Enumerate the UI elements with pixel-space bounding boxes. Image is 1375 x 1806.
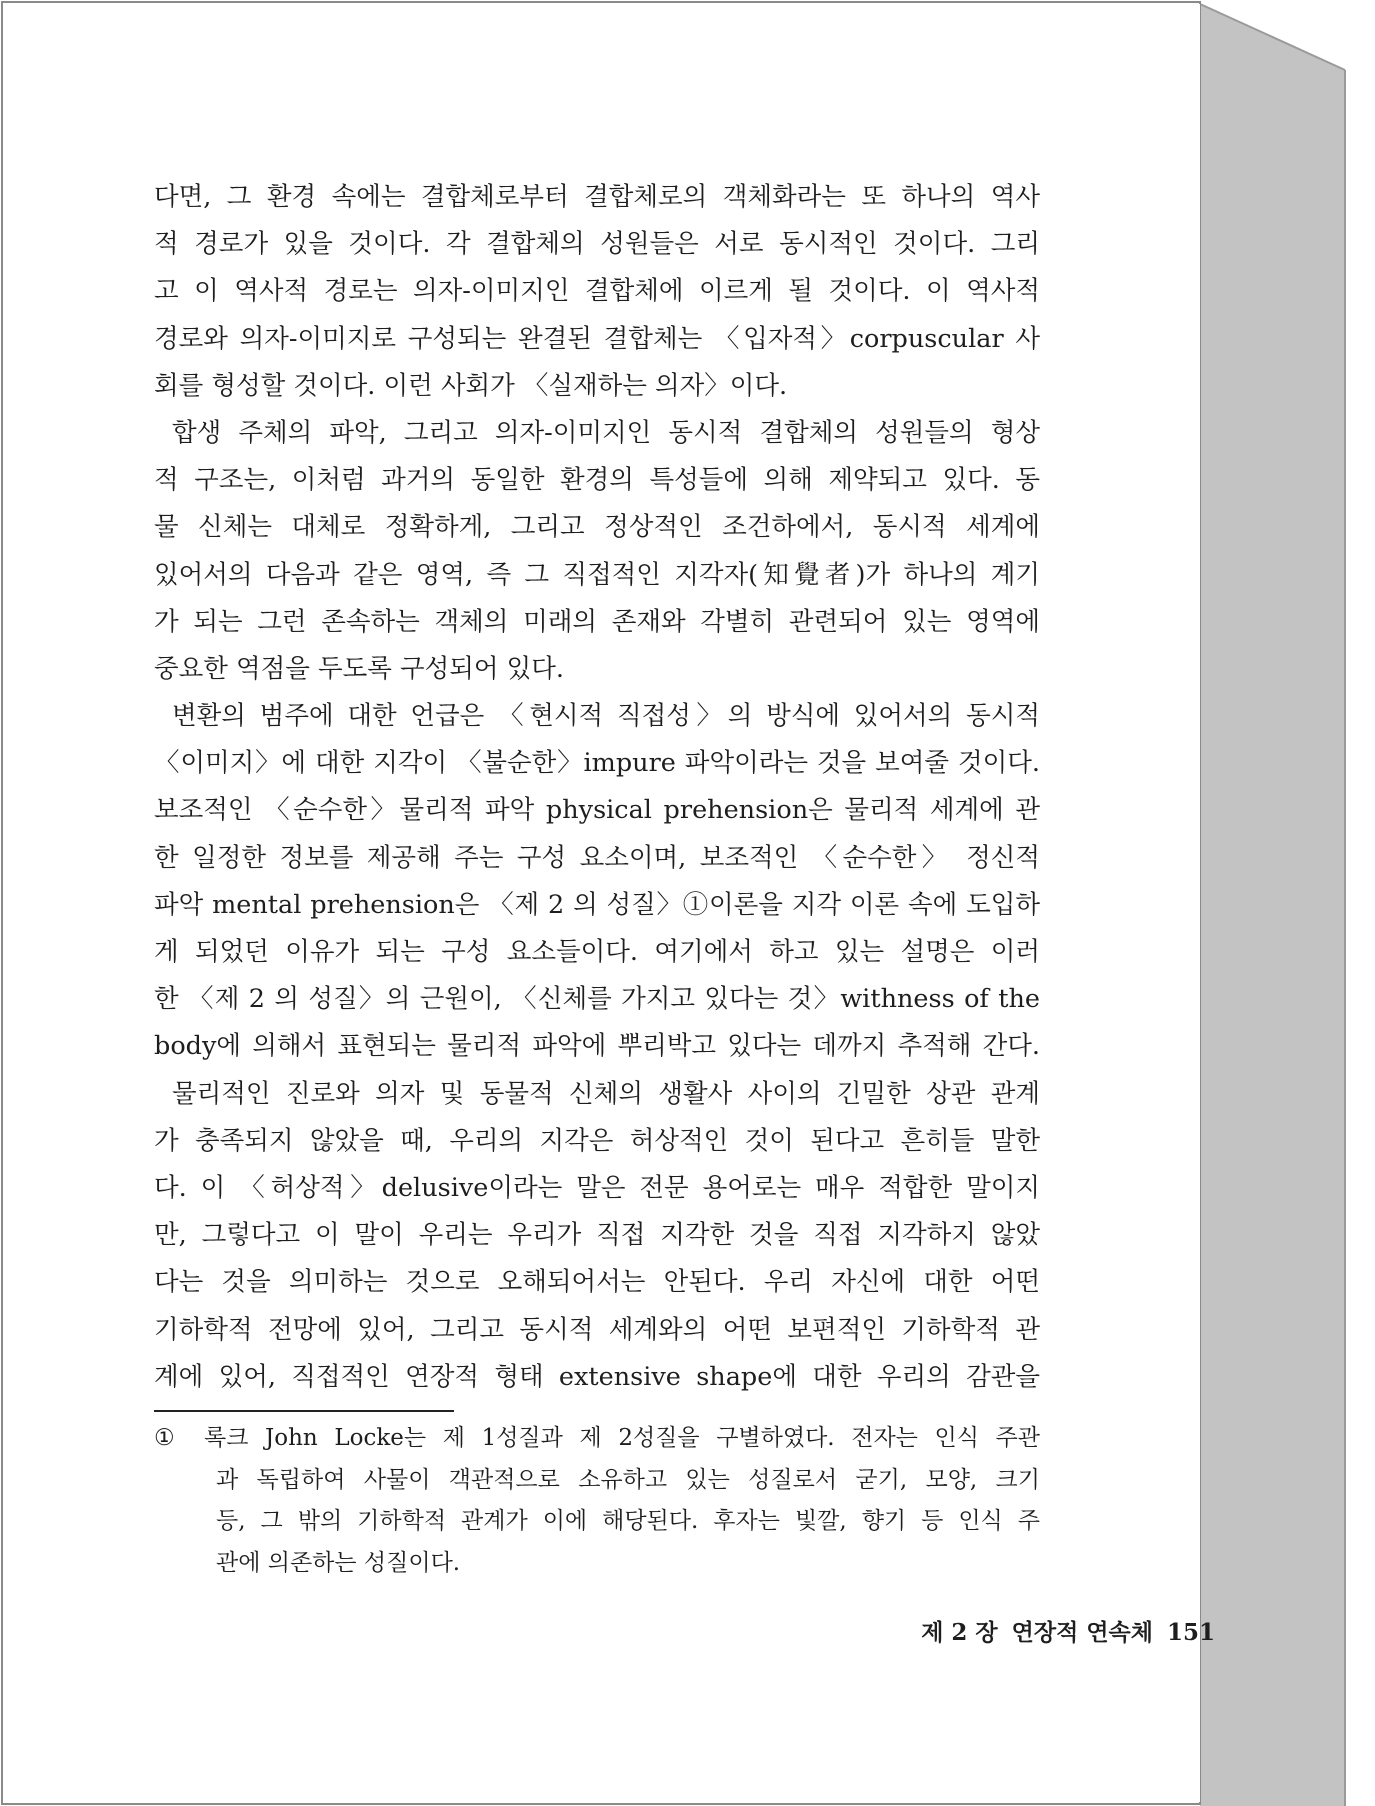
footnote-line: 등, 그 밖의 기하학적 관계가 이에 해당된다. 후자는 빛깔, 향기 등 인식 주	[216, 1508, 1040, 1534]
body-line: 보조적인 〈순수한〉물리적 파악 physical prehension은 물리적 세계에 관	[154, 795, 1040, 826]
body-line: 게 되었던 이유가 되는 구성 요소들이다. 여기에서 하고 있는 설명은 이러	[154, 937, 1040, 967]
footnote-line: 록크 John Locke는 제 1성질과 제 2성질을 구별하였다. 전자는 인식 주관	[204, 1425, 1040, 1451]
footnote-marker: ①	[154, 1425, 175, 1451]
body-line: 한 일정한 정보를 제공해 주는 구성 요소이며, 보조적인 〈순수한〉 정신적	[154, 842, 1040, 873]
body-line: body에 의해서 표현되는 물리적 파악에 뿌리박고 있다는 데까지 추적해 간다.	[154, 1031, 1040, 1062]
body-line: 적 구조는, 이처럼 과거의 동일한 환경의 특성들에 의해 제약되고 있다. 동	[154, 465, 1040, 496]
body-line: 계에 있어, 직접적인 연장적 형태 extensive shape에 대한 우리의 감관을	[154, 1361, 1040, 1392]
body-line: 고 이 역사적 경로는 의자-이미지인 결합체에 이르게 될 것이다. 이 역사적	[154, 276, 1040, 307]
body-line: 기하학적 전망에 있어, 그리고 동시적 세계와의 어떤 보편적인 기하학적 관	[154, 1314, 1040, 1345]
footnote-line: 관에 의존하는 성질이다.	[216, 1549, 461, 1576]
body-line: 경로와 의자-이미지로 구성되는 완결된 결합체는 〈입자적〉corpuscular 사	[154, 323, 1040, 354]
body-line: 회를 형성할 것이다. 이런 사회가 〈실재하는 의자〉이다.	[154, 370, 788, 401]
footnote-rule	[154, 1410, 454, 1412]
body-line: 파악 mental prehension은 〈제 2 의 성질〉①이론을 지각 이론 속에 도입하	[154, 889, 1040, 920]
body-line: 합생 주체의 파악, 그리고 의자-이미지인 동시적 결합체의 성원들의 형상	[172, 417, 1040, 448]
chapter-label: 제 2 장	[921, 1619, 998, 1646]
page-footer	[907, 1614, 1215, 1647]
body-line: 다면, 그 환경 속에는 결합체로부터 결합체로의 객체화라는 또 하나의 역사	[154, 182, 1040, 212]
body-line: 있어서의 다음과 같은 영역, 즉 그 직접적인 지각자(知覺者)가 하나의 계기	[154, 559, 1040, 590]
footnote-line: 과 독립하여 사물이 객관적으로 소유하고 있는 성질로서 굳기, 모양, 크기	[216, 1466, 1040, 1493]
body-line: 가 되는 그런 존속하는 객체의 미래의 존재와 각별히 관련되어 있는 영역에	[154, 606, 1040, 637]
footnote	[154, 1418, 1040, 1584]
body-line: 한 〈제 2 의 성질〉의 근원이, 〈신체를 가지고 있다는 것〉withness of the	[154, 984, 1040, 1015]
body-line: 물 신체는 대체로 정확하게, 그리고 정상적인 조건하에서, 동시적 세계에	[154, 512, 1040, 543]
body-line: 중요한 역점을 두도록 구성되어 있다.	[154, 653, 565, 684]
body-line: 변환의 범주에 대한 언급은 〈현시적 직접성〉의 방식에 있어서의 동시적	[172, 701, 1040, 732]
page-number: 151	[1166, 1619, 1215, 1646]
body-line: 다. 이 〈허상적〉delusive이라는 말은 전문 용어로는 매우 적합한 말이지	[154, 1172, 1040, 1203]
body-line: 가 충족되지 않았을 때, 우리의 지각은 허상적인 것이 된다고 흔히들 말한	[154, 1125, 1040, 1156]
body-text	[154, 174, 1040, 1401]
body-line: 다는 것을 의미하는 것으로 오해되어서는 안된다. 우리 자신에 대한 어떤	[154, 1267, 1040, 1298]
body-line: 〈이미지〉에 대한 지각이 〈불순한〉impure 파악이라는 것을 보여줄 것이다.	[154, 748, 1040, 779]
chapter-title: 연장적 연속체	[1011, 1619, 1153, 1646]
body-line: 만, 그렇다고 이 말이 우리는 우리가 직접 지각한 것을 직접 지각하지 않았	[154, 1220, 1040, 1251]
body-line: 물리적인 진로와 의자 및 동물적 신체의 생활사 사이의 긴밀한 상관 관계	[172, 1078, 1040, 1109]
body-line: 적 경로가 있을 것이다. 각 결합체의 성원들은 서로 동시적인 것이다. 그리	[154, 229, 1040, 260]
